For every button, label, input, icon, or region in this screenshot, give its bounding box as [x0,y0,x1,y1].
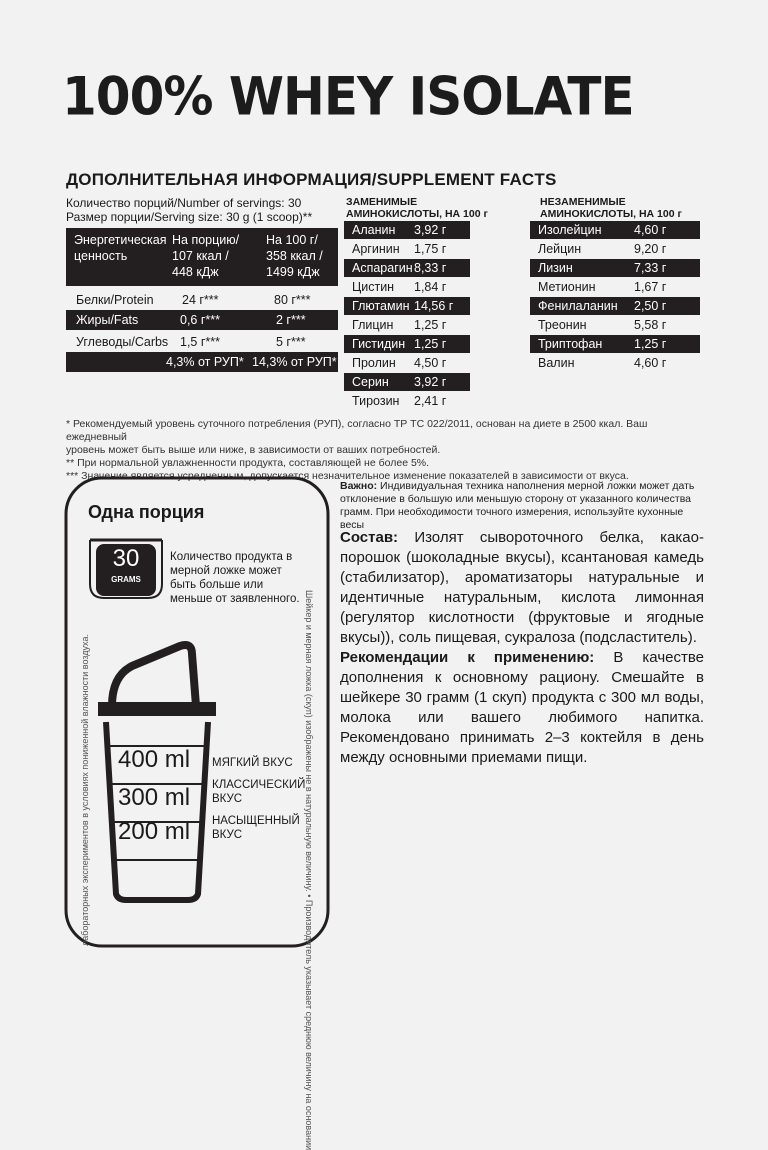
level-300-ml: 300 ml [118,784,191,811]
essential-amino-name: Метионин [538,280,596,294]
nonessential-amino-name: Аланин [352,223,396,237]
product-title: 100% WHEY ISOLATE [62,66,634,127]
essential-amino-value: 1,25 г [634,337,667,351]
energy-100-1: На 100 г/ [266,233,318,247]
essential-amino-name: Лизин [538,261,573,275]
nonessential-amino-value: 1,25 г [414,318,447,332]
nonessential-header-2: АМИНОКИСЛОТЫ, НА 100 г [346,208,488,220]
footnote-1: * Рекомендуемый уровень суточного потребления (РУП), согласно ТР ТС 022/2011, основан на диете в 2500 ккал. Ваш ежедневный [66,418,648,443]
footnote-2: ** При нормальной увлажненности продукта, составляющей не более 5%. [66,457,430,469]
recommendations-text: В качестве дополнения к основному рациону. Смешайте в шейкере 30 грамм (1 скуп) продукта с 300 мл воды, молока или вашего любимого напитка. Рекомендовано принимать 2–3 коктейля в день между основными приемами пищи. [340,649,704,766]
nonessential-amino-value: 4,50 г [414,356,447,370]
level-200-ml: 200 ml [118,818,191,845]
carbs-100: 5 г*** [276,335,306,349]
facts-heading: ДОПОЛНИТЕЛЬНАЯ ИНФОРМАЦИЯ/SUPPLEMENT FACTS [66,170,557,189]
essential-header-1: НЕЗАМЕНИМЫЕ [540,196,626,208]
level-200-label: НАСЫЩЕННЫЙ ВКУС [212,815,300,841]
essential-amino-name: Изолейцин [538,223,602,237]
essential-amino-name: Лейцин [538,242,582,256]
nonessential-amino-name: Глютамин [352,299,410,313]
side-note-right: Шейкер и мерная ложка (скуп) изображены не в натуральную величину. • Производитель указывает среднюю величину на основании [304,590,314,1150]
nonessential-amino-value: 1,75 г [414,242,447,256]
nonessential-amino-name: Пролин [352,356,396,370]
rup-100: 14,3% от РУП* [252,355,337,369]
essential-amino-value: 7,33 г [634,261,667,275]
level-300-label: КЛАССИЧЕСКИЙ ВКУС [212,779,306,805]
essential-amino-value: 1,67 г [634,280,667,294]
nonessential-amino-name: Серин [352,375,389,389]
important-note [340,480,704,532]
nonessential-amino-value: 2,41 г [414,394,447,408]
servings-line: Количество порций/Number of servings: 30 [66,196,302,210]
fats-portion: 0,6 г*** [180,313,221,327]
fats-label: Жиры/Fats [76,313,139,327]
protein-100: 80 г*** [274,293,311,307]
essential-amino-name: Валин [538,356,575,370]
essential-amino-value: 4,60 г [634,356,667,370]
protein-portion: 24 г*** [182,293,219,307]
level-400-ml: 400 ml [118,746,191,773]
important-label: Важно: [340,480,378,492]
footnote-1b: уровень может быть выше или ниже, в зависимости от ваших потребностей. [66,444,441,456]
fats-100: 2 г*** [276,313,306,327]
energy-portion-3: 448 кДж [172,265,219,279]
essential-amino-name: Триптофан [538,337,603,351]
level-400-label: МЯГКИЙ ВКУС [212,757,293,769]
energy-100-3: 1499 кДж [266,265,320,279]
side-note-left: лабораторных экспериментов в условиях пониженной влажности воздуха. [80,634,90,946]
nonessential-amino-name: Аргинин [352,242,400,256]
footnotes [66,418,706,483]
essential-amino-value: 5,58 г [634,318,667,332]
scoop-number: 30 [112,545,140,572]
protein-label: Белки/Protein [76,293,154,307]
recommendations-block [340,648,704,768]
nonessential-amino-value: 3,92 г [414,223,447,237]
nonessential-amino-value: 3,92 г [414,375,447,389]
nonessential-amino-name: Тирозин [352,394,400,408]
essential-amino-value: 2,50 г [634,299,667,313]
nonessential-amino-name: Аспарагин [352,261,413,275]
carbs-portion: 1,5 г*** [180,335,221,349]
essential-amino-name: Треонин [538,318,587,332]
important-text: Индивидуальная техника наполнения мерной ложки может дать отклонение в большую или меньшую сторону от указанного количества грамм. При необходимости точного измерения, используйте кухонные весы [340,480,695,531]
essential-amino-value: 4,60 г [634,223,667,237]
rup-portion: 4,3% от РУП* [166,355,244,369]
nonessential-amino-value: 1,84 г [414,280,447,294]
nonessential-header-1: ЗАМЕНИМЫЕ [346,196,418,208]
composition-block [340,528,704,648]
scoop-unit: GRAMS [111,575,141,584]
nonessential-amino-value: 1,25 г [414,337,447,351]
energy-portion-2: 107 ккал / [172,249,229,263]
serving-box-title: Одна порция [88,502,205,522]
essential-header-2: АМИНОКИСЛОТЫ, НА 100 г [540,208,682,220]
energy-label-1: Энергетическая [74,233,167,247]
nonessential-amino-name: Цистин [352,280,395,294]
serving-size-line: Размер порции/Serving size: 30 g (1 scoop)** [66,210,313,224]
energy-label-2: ценность [74,249,128,263]
nonessential-amino-name: Глицин [352,318,394,332]
footnote-3: *** Значение является усредненным, допускается незначительное изменение показателей в зависимости от вкуса. [66,470,629,482]
nonessential-amino-value: 14,56 г [414,299,454,313]
composition-label: Состав: [340,529,399,546]
nonessential-amino-value: 8,33 г [414,261,447,275]
composition-text: Изолят сывороточного белка, какао-порошок (шоколадные вкусы), ксантановая камедь (стабилизатор), ароматизаторы натуральные и идентичные натуральным, кислота лимонная (регулятор кислотности (фруктовые и ягодные вкусы)), соль пищевая, сукралоза (подсластитель). [340,529,704,646]
nonessential-amino-name: Гистидин [352,337,406,351]
energy-portion-1: На порцию/ [172,233,240,247]
scoop-note: Количество продукта в мерной ложке может быть больше или меньше от заявленного. [170,551,300,605]
essential-amino-value: 9,20 г [634,242,667,256]
recommendations-label: Рекомендации к применению: [340,649,595,666]
energy-100-2: 358 ккал / [266,249,323,263]
essential-amino-name: Фенилаланин [538,299,618,313]
carbs-label: Углеводы/Carbs [76,335,169,349]
